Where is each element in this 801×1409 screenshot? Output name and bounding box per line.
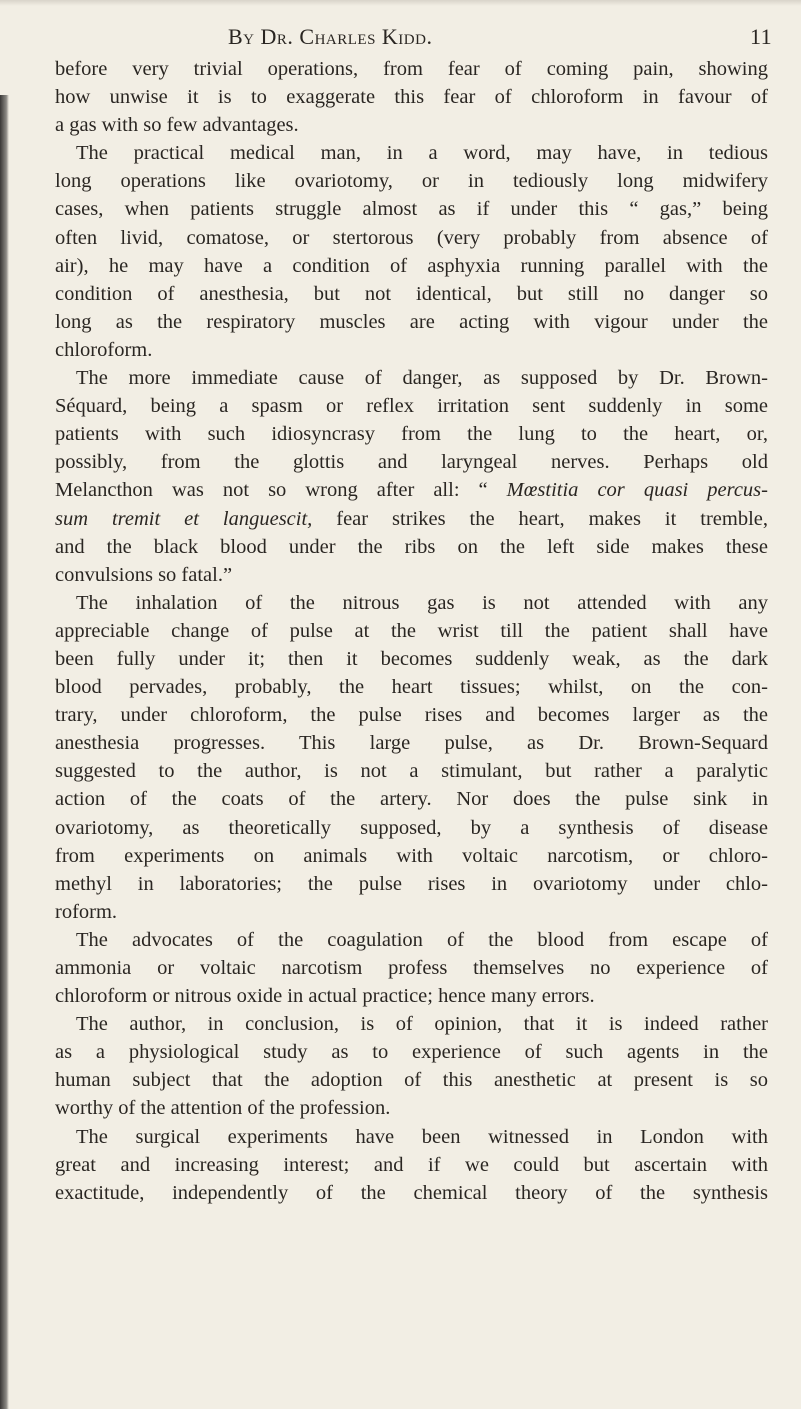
page-number: 11 bbox=[750, 24, 773, 49]
text-line bbox=[55, 561, 768, 589]
text-line bbox=[55, 308, 768, 336]
text-segment: The more immediate cause of danger, as supposed by Dr. Brown- bbox=[76, 367, 768, 390]
text-segment: blood pervades, probably, the heart tissues; whilst, on the con- bbox=[55, 676, 768, 699]
paragraph bbox=[55, 926, 768, 1010]
italic-text: sum tremit et languescit, bbox=[55, 507, 313, 530]
text-segment: Melancthon was not so wrong after all: “ bbox=[55, 479, 507, 502]
text-line bbox=[55, 926, 768, 954]
text-segment: methyl in laboratories; the pulse rises in ovariotomy under chlo- bbox=[55, 872, 768, 895]
text-line bbox=[55, 336, 768, 364]
text-segment: suggested to the author, is not a stimulant, but rather a paralytic bbox=[55, 760, 768, 783]
text-segment: appreciable change of pulse at the wrist till the patient shall have bbox=[55, 619, 768, 642]
text-segment: action of the coats of the artery. Nor does the pulse sink in bbox=[55, 788, 768, 811]
text-line bbox=[55, 1123, 768, 1151]
paragraph bbox=[55, 55, 768, 139]
text-line bbox=[55, 898, 768, 926]
text-segment: and the black blood under the ribs on the left side makes these bbox=[55, 535, 768, 558]
text-segment: ammonia or voltaic narcotism profess themselves no experience of bbox=[55, 957, 768, 979]
text-line bbox=[55, 139, 768, 167]
text-segment: The surgical experiments have been witnessed in London with bbox=[76, 1125, 768, 1148]
text-line bbox=[55, 533, 768, 561]
text-line bbox=[55, 1010, 768, 1038]
text-line bbox=[55, 1038, 768, 1066]
text-line bbox=[55, 195, 768, 223]
text-line bbox=[55, 785, 768, 813]
text-segment: trary, under chloroform, the pulse rises and becomes larger as the bbox=[55, 704, 768, 727]
text-segment: The inhalation of the nitrous gas is not attended with any bbox=[76, 591, 768, 614]
text-segment: The practical medical man, in a word, may have, in tedious bbox=[76, 142, 768, 165]
paragraph bbox=[55, 1010, 768, 1122]
text-line bbox=[55, 982, 768, 1010]
text-line bbox=[55, 420, 768, 448]
text-line bbox=[55, 392, 768, 420]
text-segment: anesthesia progresses. This large pulse, as Dr. Brown-Sequard bbox=[55, 732, 768, 755]
text-segment: fear strikes the heart, makes it tremble, bbox=[312, 507, 769, 530]
text-line bbox=[55, 364, 768, 392]
text-line bbox=[55, 814, 768, 842]
paragraph bbox=[55, 364, 768, 589]
running-title: By Dr. Charles Kidd. bbox=[228, 24, 433, 49]
text-line bbox=[55, 757, 768, 785]
paragraph bbox=[55, 589, 768, 926]
text-segment: from experiments on animals with voltaic narcotism, or chloro- bbox=[55, 844, 768, 867]
body-text bbox=[55, 55, 768, 1207]
text-segment: as a physiological study as to experience of such agents in the bbox=[55, 1041, 768, 1064]
text-line bbox=[55, 476, 768, 504]
text-line bbox=[55, 224, 768, 252]
page-binding-edge bbox=[0, 95, 9, 1409]
text-segment: chloroform. bbox=[55, 338, 153, 361]
page-header bbox=[0, 24, 801, 54]
text-segment: been fully under it; then it becomes suddenly weak, as the dark bbox=[55, 647, 768, 670]
text-segment: before very trivial operations, from fear of coming pain, showing bbox=[55, 58, 768, 80]
text-segment: The author, in conclusion, is of opinion, that it is indeed rather bbox=[76, 1013, 768, 1036]
text-line bbox=[55, 252, 768, 280]
text-line bbox=[55, 167, 768, 195]
text-segment: patients with such idiosyncrasy from the lung to the heart, or, bbox=[55, 423, 768, 446]
paragraph bbox=[55, 1123, 768, 1207]
text-line bbox=[55, 870, 768, 898]
text-line bbox=[55, 729, 768, 757]
text-segment: great and increasing interest; and if we could but ascertain with bbox=[55, 1153, 768, 1176]
paragraph bbox=[55, 139, 768, 364]
text-segment: human subject that the adoption of this anesthetic at present is so bbox=[55, 1069, 768, 1092]
text-segment: The advocates of the coagulation of the blood from escape of bbox=[76, 928, 768, 951]
text-line bbox=[55, 701, 768, 729]
text-segment: a gas with so few advantages. bbox=[55, 114, 299, 137]
text-line bbox=[55, 280, 768, 308]
text-segment: condition of anesthesia, but not identical, but still no danger so bbox=[55, 282, 768, 305]
text-segment: long as the respiratory muscles are acting with vigour under the bbox=[55, 310, 768, 333]
text-line bbox=[55, 55, 768, 83]
text-segment: long operations like ovariotomy, or in tediously long midwifery bbox=[55, 170, 768, 193]
text-segment: worthy of the attention of the profession. bbox=[55, 1097, 391, 1120]
text-segment: cases, when patients struggle almost as if under this “ gas,” being bbox=[55, 198, 768, 221]
italic-text: Mœstitia cor quasi percus- bbox=[506, 479, 768, 502]
page-top-shadow bbox=[0, 0, 801, 6]
text-line bbox=[55, 1066, 768, 1094]
text-line bbox=[55, 83, 768, 111]
text-segment: exactitude, independently of the chemical theory of the synthesis bbox=[55, 1181, 768, 1204]
text-line bbox=[55, 645, 768, 673]
text-line bbox=[55, 617, 768, 645]
text-line bbox=[55, 448, 768, 476]
text-line bbox=[55, 954, 768, 982]
text-segment: Séquard, being a spasm or reflex irritation sent suddenly in some bbox=[55, 395, 768, 418]
text-line bbox=[55, 673, 768, 701]
text-segment: ovariotomy, as theoretically supposed, by a synthesis of disease bbox=[55, 816, 768, 839]
text-line bbox=[55, 111, 768, 139]
text-segment: chloroform or nitrous oxide in actual practice; hence many errors. bbox=[55, 985, 595, 1008]
text-line bbox=[55, 1151, 768, 1179]
text-line bbox=[55, 1179, 768, 1207]
text-segment: often livid, comatose, or stertorous (very probably from absence of bbox=[55, 226, 768, 249]
text-segment: roform. bbox=[55, 900, 118, 923]
text-line bbox=[55, 1094, 768, 1122]
text-line bbox=[55, 842, 768, 870]
text-line bbox=[55, 505, 768, 533]
text-line bbox=[55, 589, 768, 617]
text-segment: air), he may have a condition of asphyxia running parallel with the bbox=[55, 254, 768, 277]
text-segment: how unwise it is to exaggerate this fear of chloroform in favour of bbox=[55, 86, 768, 109]
text-segment: possibly, from the glottis and laryngeal nerves. Perhaps old bbox=[55, 451, 768, 474]
text-segment: convulsions so fatal.” bbox=[55, 563, 233, 586]
